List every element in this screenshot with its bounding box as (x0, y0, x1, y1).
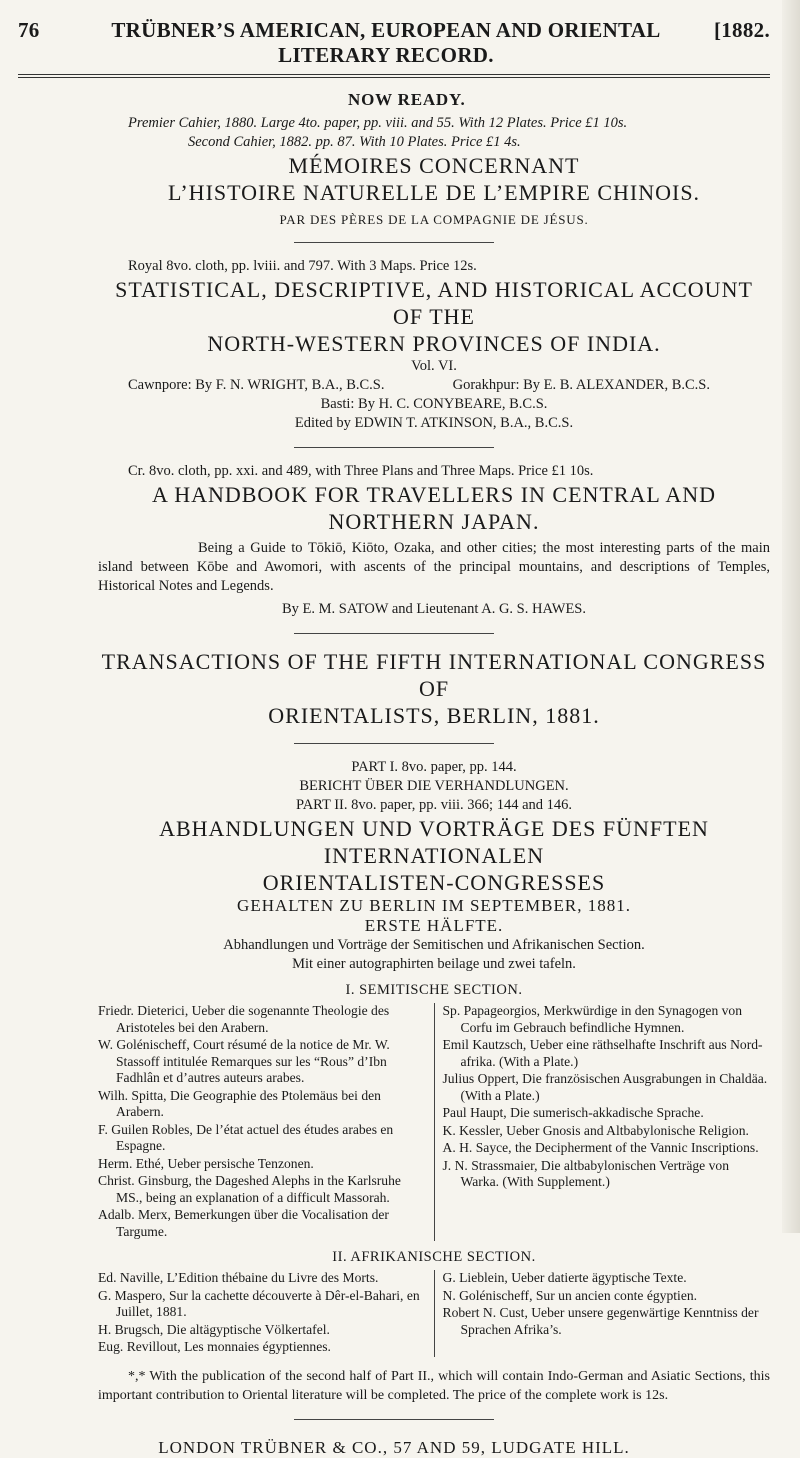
divider (294, 1419, 494, 1420)
bibliography-entry: G. Maspero, Sur la cachette découverte à Dêr-el-Bahari, en Juillet, 1881. (98, 1287, 420, 1319)
section-semitic-columns (18, 1003, 770, 1241)
section-african-columns (18, 1270, 770, 1357)
section-african-left (98, 1270, 435, 1357)
publisher-footer: LONDON TRÜBNER & CO., 57 AND 59, LUDGATE HILL. (158, 1437, 630, 1457)
bibliography-entry: Adalb. Merx, Bemerkungen über die Vocalisation der Targume. (98, 1207, 389, 1239)
northwest-vol: Vol. VI. (411, 358, 457, 374)
congress-title2: ORIENTALISTS, BERLIN, 1881. (268, 703, 600, 728)
bibliography-entry: Christ. Ginsburg, the Dageshed Alephs in the Karlsruhe MS., being an explanation of a difficult Massorah. (98, 1173, 401, 1205)
bibliography-entry: Emil Kautzsch, Ueber eine räthselhafte Inschrift aus Nord-afrika. (With a Plate.) (442, 1037, 763, 1069)
bibliography-entry: F. Guilen Robles, De l’état actuel des études arabes en Espagne. (98, 1121, 394, 1153)
bibliography-entry: Paul Haupt, Die sumerisch-akkadische Sprache. (442, 1105, 704, 1120)
bibliography-entry: J. N. Strassmaier, Die altbabylonischen Verträge von Warka. (With Supplement.) (442, 1157, 729, 1189)
northwest-authors (18, 376, 770, 395)
congress-part1: PART I. 8vo. paper, pp. 144. (351, 759, 517, 775)
bibliography-entry: Herm. Ethé, Ueber persische Tenzonen. (98, 1155, 314, 1171)
divider (294, 447, 494, 448)
bibliography-entry: Sp. Papageorgios, Merkwürdige in den Synagogen von Corfu im Gebrauch befindliche Hymnen. (442, 1003, 743, 1035)
page-header-year: [1882. (713, 18, 770, 42)
page-header-title: TRÜBNER’S AMERICAN, EUROPEAN AND ORIENTAL LITERARY RECORD. (111, 18, 661, 67)
page-number: 76 (18, 18, 40, 42)
author-left: Cawnpore: By F. N. WRIGHT, B.A., B.C.S. (128, 377, 385, 393)
congress-block (98, 648, 770, 729)
bibliography-entry: Friedr. Dieterici, Ueber die sogenannte Theologie des Aristoteles bei den Arabern. (98, 1003, 390, 1035)
japan-by: By E. M. SATOW and Lieutenant A. G. S. HAWES. (282, 601, 586, 617)
congress-title1: TRANSACTIONS OF THE FIFTH INTERNATIONAL CONGRESS OF (101, 649, 767, 701)
northwest-edited: Edited by EDWIN T. ATKINSON, B.A., B.C.S. (294, 415, 574, 431)
bibliography-entry: Ed. Naville, L’Edition thébaine du Livre des Morts. (98, 1270, 379, 1285)
section-semitic-heading: I. SEMITISCHE SECTION. (345, 982, 523, 998)
bibliography-entry: Eug. Revillout, Les monnaies égyptiennes. (98, 1339, 331, 1354)
congress-note: *,* With the publication of the second half of Part II., which will contain Indo-German and Asiatic Sections, this important contribution to Oriental literature will be completed. The price of the complete work is 12s. (98, 1368, 770, 1403)
northwest-title2: NORTH-WESTERN PROVINCES OF INDIA. (207, 331, 661, 356)
section-african-right (435, 1270, 771, 1357)
author-right: Gorakhpur: By E. B. ALEXANDER, B.C.S. (452, 377, 710, 393)
divider (294, 242, 494, 243)
memoires-title1: MÉMOIRES CONCERNANT (288, 153, 580, 178)
bibliography-entry: A. H. Sayce, the Decipherment of the Vannic Inscriptions. (442, 1140, 759, 1155)
section-african-heading: II. AFRIKANISCHE SECTION. (332, 1249, 536, 1265)
congress-erste: ERSTE HÄLFTE. (364, 916, 504, 935)
bibliography-entry: N. Golénischeff, Sur un ancien conte égyptien. (442, 1287, 698, 1303)
congress-abh-sub: Abhandlungen und Vorträge der Semitischen und Afrikanischen Section. (223, 937, 645, 953)
memoires-line2: Second Cahier, 1882. pp. 87. With 10 Plates. Price £1 4s. (188, 134, 521, 150)
northwest-title1: STATISTICAL, DESCRIPTIVE, AND HISTORICAL ACCOUNT OF THE (115, 277, 753, 329)
memoires-title2: L’HISTOIRE NATURELLE DE L’EMPIRE CHINOIS. (167, 180, 701, 205)
congress-parts (98, 758, 770, 974)
bibliography-entry: W. Golénischeff, Court résumé de la notice de Mr. W. Stassoff intitulée Remarques sur les “Rous” d’Ibn Fadhlân et d’autres auteurs arabes. (98, 1037, 390, 1085)
memoires-sub: PAR DES PÈRES DE LA COMPAGNIE DE JÉSUS. (279, 212, 589, 227)
northwest-line: Royal 8vo. cloth, pp. lviii. and 797. With 3 Maps. Price 12s. (128, 258, 477, 274)
congress-gehalten: GEHALTEN ZU BERLIN IM SEPTEMBER, 1881. (237, 896, 631, 915)
bibliography-entry: G. Lieblein, Ueber datierte ägyptische Texte. (442, 1270, 687, 1285)
bibliography-entry: K. Kessler, Ueber Gnosis and Altbabylonische Religion. (442, 1122, 749, 1138)
now-ready-heading: NOW READY. (348, 90, 466, 109)
congress-bericht: BERICHT ÜBER DIE VERHANDLUNGEN. (299, 778, 569, 794)
congress-beilage: Mit einer autographirten beilage und zwei tafeln. (292, 956, 576, 972)
japan-title2: NORTHERN JAPAN. (328, 509, 540, 534)
congress-abh1: ABHANDLUNGEN UND VORTRÄGE DES FÜNFTEN INTERNATIONALEN (159, 816, 709, 868)
bibliography-entry: Julius Oppert, Die französischen Ausgrabungen in Chaldäa. (With a Plate.) (442, 1071, 768, 1103)
northwest-basti: Basti: By H. C. CONYBEARE, B.C.S. (320, 396, 548, 412)
memoires-line1: Premier Cahier, 1880. Large 4to. paper, pp. viii. and 55. With 12 Plates. Price £1 10s. (128, 115, 628, 131)
section-semitic-left (98, 1003, 435, 1241)
japan-block (98, 462, 770, 535)
congress-part2: PART II. 8vo. paper, pp. viii. 366; 144 and 146. (295, 797, 573, 813)
bibliography-entry: H. Brugsch, Die altägyptische Völkertafel. (98, 1321, 330, 1337)
congress-abh2: ORIENTALISTEN-CONGRESSES (262, 870, 606, 895)
japan-line: Cr. 8vo. cloth, pp. xxi. and 489, with Three Plans and Three Maps. Price £1 10s. (128, 463, 594, 479)
bibliography-entry: Robert N. Cust, Ueber unsere gegenwärtige Kenntniss der Sprachen Afrika’s. (442, 1305, 759, 1337)
memoires-block (98, 114, 770, 228)
japan-description: Being a Guide to Tōkiō, Kiōto, Ozaka, and other cities; the most interesting parts of the main island between Kōbe and Awomori, with ascents of the principal mountains, and descriptions of Temples, Historical Notes and Legends. (98, 540, 770, 594)
northwest-block (98, 257, 770, 376)
section-semitic-right (435, 1003, 771, 1241)
japan-title1: A HANDBOOK FOR TRAVELLERS IN CENTRAL AND (152, 482, 716, 507)
running-head (18, 0, 770, 68)
header-rule (18, 74, 770, 78)
divider (294, 633, 494, 634)
bibliography-entry: Wilh. Spitta, Die Geographie des Ptolemäus bei den Arabern. (98, 1087, 381, 1119)
divider (294, 743, 494, 744)
page-edge (782, 0, 800, 1233)
